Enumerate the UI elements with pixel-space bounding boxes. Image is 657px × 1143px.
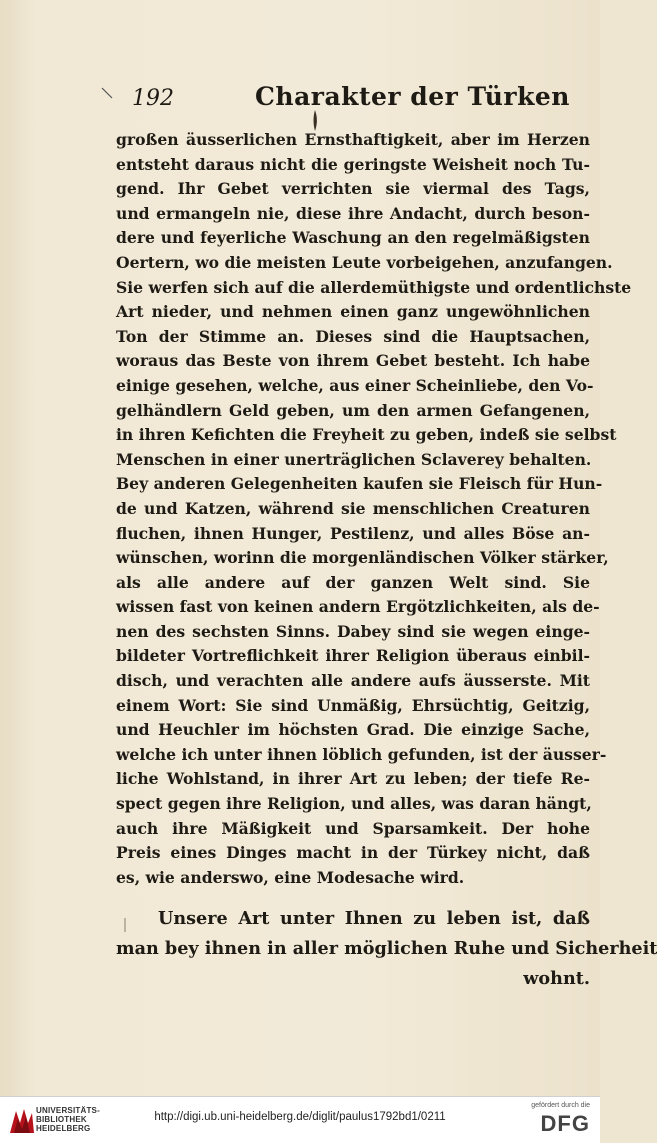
text-line: bildeter Vortreflichkeit ihrer Religion überaus einbil- (116, 646, 590, 666)
dfg-logo: DFG (540, 1111, 590, 1136)
text-line: welche ich unter ihnen löblich gefunden, ist der äusser- (116, 744, 607, 764)
permalink-url[interactable]: http://digi.ub.uni-heidelberg.de/diglit/paulus1792bd1/0211 (154, 1111, 446, 1123)
closing-line: man bey ihnen in aller möglichen Ruhe und Sicherheit (116, 938, 657, 959)
text-line: disch, und verachten alle andere aufs äusserste. Mit (116, 671, 590, 691)
page-header (0, 80, 600, 120)
closing-line: Unsere Art unter Ihnen zu leben ist, daß (158, 908, 590, 929)
text-line: und Heuchler im höchsten Grad. Die einzige Sache, (116, 720, 590, 740)
text-line: einem Wort: Sie sind Unmäßig, Ehrsüchtig, Geitzig, (116, 695, 590, 715)
text-line: Ton der Stimme an. Dieses sind die Hauptsachen, (116, 326, 590, 346)
text-line: spect gegen ihre Religion, und alles, was daran hängt, (116, 794, 592, 814)
text-line: liche Wohlstand, in ihrer Art zu leben; der tiefe Re- (116, 769, 590, 789)
text-line: gelhändlern Geld geben, um den armen Gefangenen, (116, 400, 590, 420)
running-title: Charakter der Türken (255, 82, 570, 111)
library-name-line: BIBLIOTHEK (36, 1115, 87, 1124)
library-name-line: HEIDELBERG (36, 1124, 91, 1133)
closing-line: wohnt. (523, 968, 590, 989)
text-line: Sie werfen sich auf die allerdemüthigste und ordentlichste (116, 277, 632, 297)
text-line: Bey anderen Gelegenheiten kaufen sie Fleisch für Hun- (116, 474, 603, 494)
text-line: auch ihre Mäßigkeit und Sparsamkeit. Der hohe (116, 818, 590, 838)
text-line: dere und feyerliche Waschung an den regelmäßigsten (116, 228, 590, 248)
page-number: 192 (132, 86, 174, 111)
text-line: in ihren Kefichten die Freyheit zu geben, indeß sie selbst (116, 425, 617, 445)
text-line: gend. Ihr Gebet verrichten sie viermal des Tags, (116, 179, 590, 199)
text-line: woraus das Beste von ihrem Gebet besteht. Ich habe (116, 351, 590, 371)
text-line: wünschen, worinn die morgenländischen Völker stärker, (116, 548, 609, 568)
text-line: als alle andere auf der ganzen Welt sind. Sie (116, 572, 590, 592)
text-line: Oertern, wo die meisten Leute vorbeigehen, anzufangen. (116, 252, 613, 272)
text-line: entsteht daraus nicht die geringste Weisheit noch Tu- (116, 154, 590, 174)
text-line: Preis eines Dinges macht in der Türkey nicht, daß (116, 843, 590, 863)
text-line: Menschen in einer unerträglichen Sclaverey behalten. (116, 449, 592, 469)
library-name-line: UNIVERSITÄTS- (36, 1106, 100, 1115)
text-line: wissen fast von keinen andern Ergötzlichkeiten, als de- (116, 597, 600, 617)
text-line: einige gesehen, welche, aus einer Scheinliebe, den Vo- (116, 375, 594, 395)
text-line: de und Katzen, während sie menschlichen Creaturen (116, 498, 590, 518)
viewer-footer (0, 1096, 600, 1143)
body-text (116, 128, 632, 890)
text-line: es, wie anderswo, eine Modesache wird. (116, 867, 465, 887)
text-line: fluchen, ihnen Hunger, Pestilenz, und alles Böse an- (116, 523, 590, 543)
funded-by-label: gefördert durch die (531, 1102, 590, 1109)
closing-paragraph (116, 904, 657, 994)
text-line: Art nieder, und nehmen einen ganz ungewöhnlichen (116, 302, 590, 322)
text-line: und ermangeln nie, diese ihre Andacht, durch beson- (116, 203, 590, 223)
text-line: großen äusserlichen Ernsthaftigkeit, aber im Herzen (116, 130, 590, 149)
text-line: nen des sechsten Sinns. Dabey sind sie wegen einge- (116, 621, 590, 641)
